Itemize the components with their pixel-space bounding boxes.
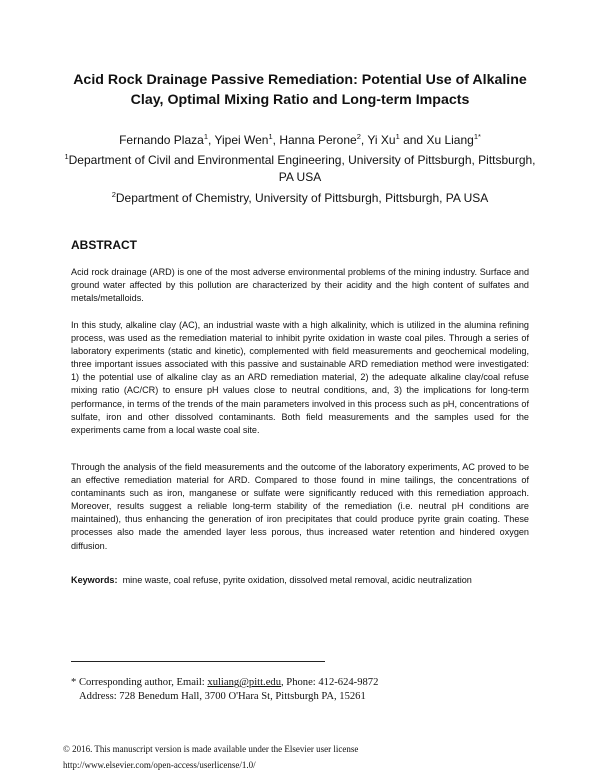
abstract-heading: ABSTRACT [71, 238, 137, 252]
license-url[interactable]: http://www.elsevier.com/open-access/userlicense/1.0/ [63, 760, 256, 770]
author-name: Xu Liang [426, 133, 474, 147]
author-separator: , [272, 133, 280, 147]
affiliation-text: Department of Chemistry, University of Pittsburgh, Pittsburgh, PA USA [115, 191, 489, 205]
author-separator: , [207, 133, 215, 147]
footnote-divider [71, 661, 325, 662]
author-affiliation-mark: 1 [268, 132, 273, 141]
corresponding-author-footnote [71, 676, 541, 690]
affiliation-2 [60, 190, 540, 207]
author-separator: and [399, 133, 427, 147]
affiliation-1 [60, 152, 540, 186]
author-separator: , [360, 133, 368, 147]
author-affiliation-mark: 1 [395, 132, 400, 141]
author-name: Fernando Plaza [119, 133, 204, 147]
affiliation-mark: 2 [111, 190, 116, 199]
author-name: Hanna Perone [279, 133, 357, 147]
affiliation-mark: 1 [64, 152, 69, 161]
affiliation-text: Department of Civil and Environmental Engineering, University of Pittsburgh, Pittsburgh, PA USA [68, 153, 536, 184]
author-name: Yipei Wen [214, 133, 269, 147]
author-affiliation-mark: 1* [473, 132, 481, 141]
paper-title: Acid Rock Drainage Passive Remediation: Potential Use of Alkaline Clay, Optimal Mixing Ratio and Long-term Impacts [73, 72, 527, 108]
email-link[interactable]: xuliang@pitt.edu [207, 677, 281, 688]
address-footnote [71, 690, 541, 704]
keywords-text: mine waste, coal refuse, pyrite oxidation, dissolved metal removal, acidic neutralization [122, 575, 472, 585]
footnote-prefix: * Corresponding author, Email: [71, 677, 208, 688]
keywords-label: Keywords: [71, 575, 118, 585]
license-notice: © 2016. This manuscript version is made available under the Elsevier user license [63, 744, 359, 754]
author-affiliation-mark: 1 [203, 132, 208, 141]
author-affiliation-mark: 2 [356, 132, 361, 141]
abstract-paragraph: In this study, alkaline clay (AC), an industrial waste with a high alkalinity, which is utilized in the alumina refining process, was used as the remediation material to inhibit pyrite oxidation in waste coal piles. Through a series of laboratory experiments (static and kinetic), complemented with field measurements and geochemical modeling, three important issues associated with this passive and sustainable ARD remediation method were investigated: 1) the potential use of alkaline clay as an ARD remediation material, 2) the adequate alkaline clay/coal refuse mixing ratio (AC/CR) to ensure pH values close to neutral conditions, and, 3) the implications for long-term performance, in terms of the trends of the main parameters involved in this process such as pH, concentrations of sulfate, iron and other dissolved contaminants. Both field measurements and the samples used for the experiments came from a local waste coal site. [71, 320, 529, 435]
abstract-paragraph: Through the analysis of the field measurements and the outcome of the laboratory experiments, AC proved to be an effective remediation material for ARD. Compared to those found in mine tailings, the concentrations of contaminants such as iron, manganese or sulfate were significantly reduced with this remediation approach. Moreover, results suggest a reliable long-term stability of the remediation (i.e. neutral pH conditions are maintained), thus enhancing the generation of iron precipitates that could produce pyrite grain coating. These processes also made the amended layer less porous, thus increased water retention and hindered oxygen diffusion. [71, 462, 529, 551]
author-list [40, 132, 560, 149]
author-name: Yi Xu [367, 133, 396, 147]
footnote-address: Address: 728 Benedum Hall, 3700 O'Hara St, Pittsburgh PA, 15261 [79, 691, 366, 702]
footnote-phone: , Phone: 412-624-9872 [281, 677, 379, 688]
abstract-paragraph: Acid rock drainage (ARD) is one of the most adverse environmental problems of the mining industry. Surface and ground water affected by this pollution are characterized by their acidity and the high content of sulfates and metals/metalloids. [71, 267, 529, 304]
keywords [71, 574, 541, 587]
